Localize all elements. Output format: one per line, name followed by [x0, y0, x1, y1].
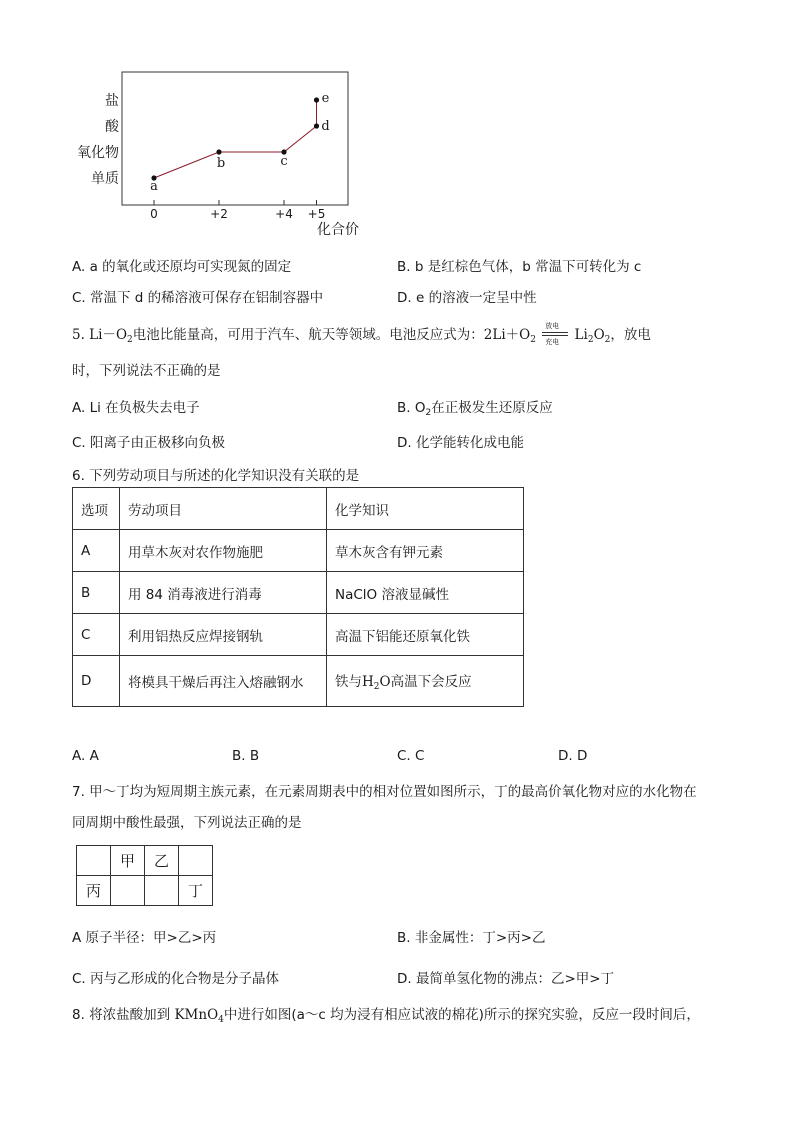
q4-option-b: B. b 是红棕色气体，b 常温下可转化为 c: [397, 259, 642, 275]
table-header-cell: 选项: [73, 488, 120, 530]
table-cell: 用草木灰对农作物施肥: [120, 530, 327, 572]
data-point: [216, 149, 221, 154]
q7-periodic-table: [76, 845, 213, 906]
table-cell: 丙: [77, 876, 111, 906]
q5-reaction-arrow: 放电 充电: [540, 326, 570, 344]
data-point: [314, 97, 319, 102]
table-cell: [77, 846, 111, 876]
table-cell: [111, 876, 145, 906]
table-cell: 用 84 消毒液进行消毒: [120, 572, 327, 614]
q4-option-a: A. a 的氧化或还原均可实现氮的固定: [72, 259, 292, 275]
q7-stem-line1: 7. 甲～丁均为短周期主族元素，在元素周期表中的相对位置如图所示，丁的最高价氧化物对应的水化物在: [72, 784, 697, 800]
data-point: [314, 123, 319, 128]
table-row: [77, 876, 213, 906]
table-header-cell: 化学知识: [327, 488, 524, 530]
q7-option-b: B. 非金属性：丁>丙>乙: [397, 930, 546, 946]
data-point-label: a: [150, 179, 158, 194]
q8-stem: 8. 将浓盐酸加到 KMnO$_4$中进行如图(a～c 均为浸有相应试液的棉花)所示的探究实验，反应一段时间后，: [72, 1007, 700, 1025]
table-header-row: [73, 488, 524, 530]
q6-table: [72, 487, 524, 707]
table-cell: [179, 846, 213, 876]
table-cell: C: [73, 614, 120, 656]
table-cell: A: [73, 530, 120, 572]
table-cell: 高温下铝能还原氧化铁: [327, 614, 524, 656]
q6-option-d: D. D: [558, 748, 588, 764]
data-point-label: c: [280, 154, 288, 169]
table-cell: B: [73, 572, 120, 614]
table-cell: [145, 876, 179, 906]
x-axis-title: 化合价: [317, 222, 359, 238]
data-point-label: b: [216, 156, 226, 171]
q5-stem-line2: 时，下列说法不正确的是: [72, 363, 221, 379]
table-row: [77, 846, 213, 876]
table-row: [73, 656, 524, 707]
table-cell: D: [73, 656, 120, 707]
q6-option-b: B. B: [232, 748, 260, 764]
series-line: [154, 100, 317, 178]
q5-option-d: D. 化学能转化成电能: [397, 435, 524, 451]
table-row: [73, 614, 524, 656]
q4-option-c: C. 常温下 d 的稀溶液可保存在铝制容器中: [72, 290, 324, 306]
data-point-label: e: [321, 91, 330, 106]
table-row: [73, 572, 524, 614]
table-cell: 草木灰含有钾元素: [327, 530, 524, 572]
table-cell: 将模具干燥后再注入熔融钢水: [120, 656, 327, 707]
y-category-label: 单质: [91, 171, 119, 187]
table-cell: 利用铝热反应焊接钢轨: [120, 614, 327, 656]
q7-stem-line2: 同周期中酸性最强，下列说法正确的是: [72, 815, 302, 831]
q5-option-c: C. 阳离子由正极移向负极: [72, 435, 226, 451]
q6-option-c: C. C: [397, 748, 425, 764]
table-cell: 铁与$H_2O$高温下会反应: [327, 656, 524, 707]
data-point-label: d: [321, 119, 330, 134]
x-tick-label: +2: [210, 207, 228, 221]
q7-option-d: D. 最简单氢化物的沸点：乙>甲>丁: [397, 971, 615, 987]
q4-option-d: D. e 的溶液一定呈中性: [397, 290, 537, 306]
table-cell: 甲: [111, 846, 145, 876]
q6-stem: 6. 下列劳动项目与所述的化学知识没有关联的是: [72, 468, 360, 484]
q5-stem: 5. $Li-O_2$电池比能量高，可用于汽车、航天等领域。电池反应式为：$2Li+O_2$ 放电 充电 $Li_2O_2$，放电: [72, 322, 651, 346]
q6-option-a: A. A: [72, 748, 99, 764]
y-category-label: 氧化物: [77, 145, 119, 161]
x-tick-label: 0: [150, 207, 158, 221]
q5-option-b: B. $O_2$在正极发生还原反应: [397, 400, 553, 418]
table-cell: 丁: [179, 876, 213, 906]
y-category-label: 盐: [105, 93, 119, 109]
table-header-cell: 劳动项目: [120, 488, 327, 530]
y-category-label: 酸: [105, 119, 119, 135]
table-cell: NaClO 溶液显碱性: [327, 572, 524, 614]
x-tick-label: +4: [275, 207, 293, 221]
table-row: [73, 530, 524, 572]
q5-equation-left: 2Li＋O: [483, 327, 531, 343]
valence-chart: [0, 0, 400, 245]
q7-option-a: A 原子半径：甲>乙>丙: [72, 930, 217, 946]
table-cell: 乙: [145, 846, 179, 876]
q7-option-c: C. 丙与乙形成的化合物是分子晶体: [72, 971, 280, 987]
q5-equation-right: Li: [574, 327, 588, 343]
x-tick-label: +5: [307, 207, 326, 221]
q5-option-a: A. Li 在负极失去电子: [72, 400, 200, 416]
